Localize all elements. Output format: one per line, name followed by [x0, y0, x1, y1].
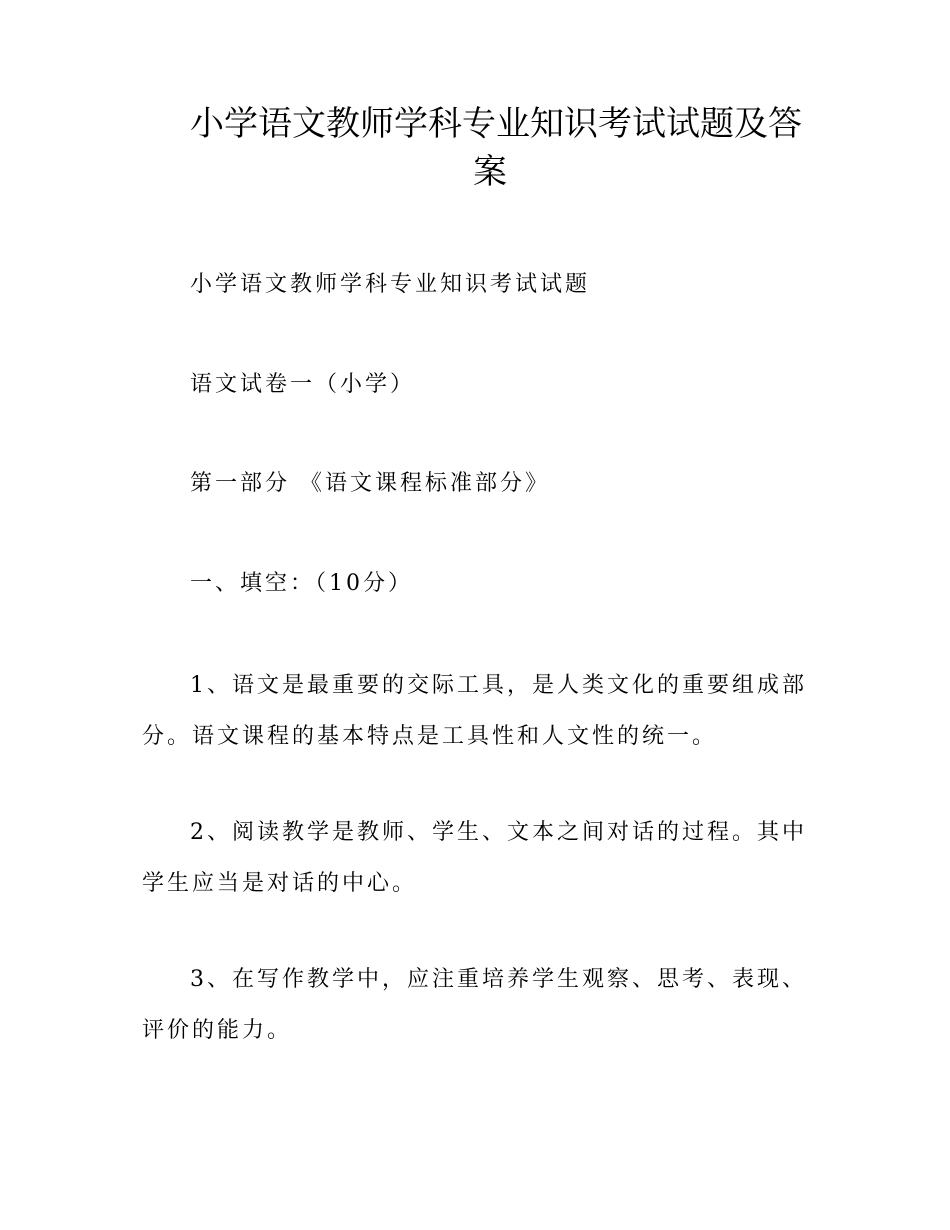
part-heading: 第一部分 《语文课程标准部分》 — [190, 471, 550, 496]
question-item-3 — [142, 954, 807, 1056]
question-item-3-line-1: 3、在写作教学中，应注重培养学生观察、思考、表现、 — [190, 967, 807, 992]
question-item-2-line-1: 2、阅读教学是教师、学生、文本之间对话的过程。其中 — [190, 820, 807, 845]
question-item-3-line-2: 评价的能力。 — [142, 1018, 293, 1043]
question-item-1-line-1: 1、语文是最重要的交际工具，是人类文化的重要组成部 — [190, 673, 807, 698]
document-title-line-2: 案 — [473, 152, 507, 192]
document-subtitle: 小学语文教师学科专业知识考试试题 — [190, 272, 591, 297]
document-title — [190, 100, 830, 196]
paper-name: 语文试卷一（小学） — [190, 372, 416, 397]
question-item-1 — [142, 660, 807, 762]
question-item-1-line-2: 分。语文课程的基本特点是工具性和人文性的统一。 — [142, 724, 718, 749]
question-item-2-line-2: 学生应当是对话的中心。 — [142, 871, 418, 896]
section-heading: 一、填空：（10分） — [190, 571, 413, 596]
document-title-line-1: 小学语文教师学科专业知识考试试题及答 — [190, 104, 802, 144]
question-item-2 — [142, 807, 807, 909]
